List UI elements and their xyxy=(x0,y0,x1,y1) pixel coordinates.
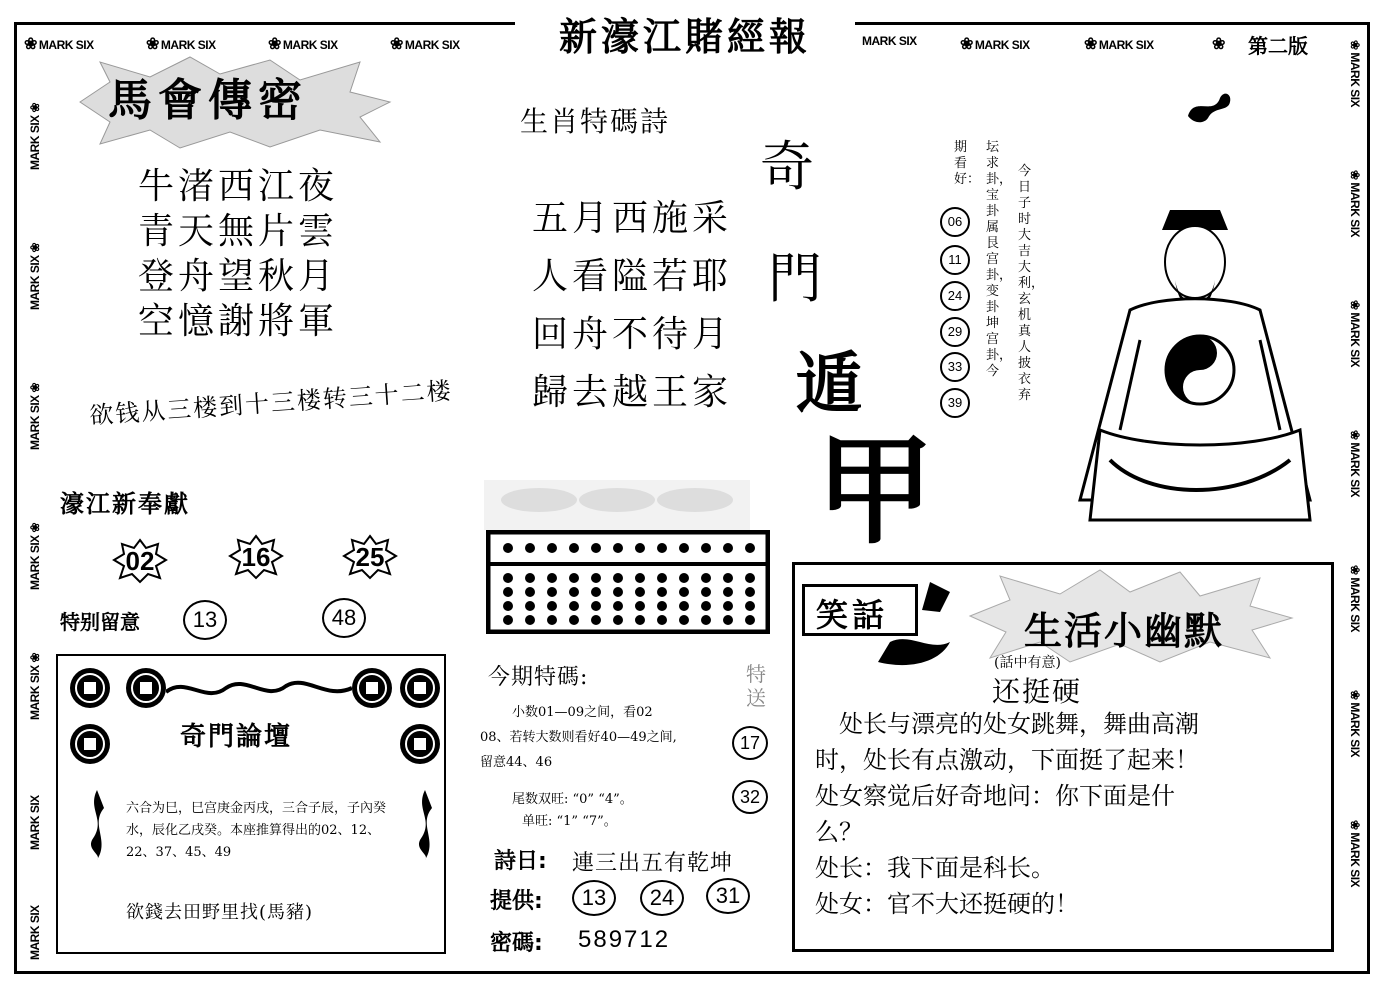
single-line: 单旺: “1” “7”。 xyxy=(522,814,617,829)
provide-label: 提供: xyxy=(490,889,543,914)
coin-icon xyxy=(400,668,440,708)
big-char: 奇 xyxy=(760,135,814,198)
forum-footer: 欲錢去田野里找(馬豬) xyxy=(126,902,314,923)
joke-line: 处女：官不大还挺硬的！ xyxy=(815,890,1079,918)
brand-mark: ❀ MARK SIX xyxy=(24,36,94,53)
brush-stroke-icon xyxy=(870,582,960,672)
this-issue-label: 今期特碼: xyxy=(488,665,589,690)
provide-number: 24 xyxy=(640,880,684,916)
brand-mark: ❀ MARK SIX xyxy=(1348,300,1362,368)
brand-mark: MARK SIX xyxy=(862,34,917,48)
sage-illustration xyxy=(1070,200,1320,540)
code-label: 密碼: xyxy=(490,931,543,956)
flame-icon xyxy=(82,790,112,860)
pick-number: 25 xyxy=(342,534,398,580)
coin-icon xyxy=(126,668,166,708)
coin-icon xyxy=(352,668,392,708)
issue-line: 小数01—09之间，看02 xyxy=(512,705,653,720)
brand-mark: ❀ MARK SIX xyxy=(1348,170,1362,238)
forum-text: 六合为巳，巳宫庚金丙戌，三合子辰，子內癸水，辰化乙戌癸。本座推算得出的02、12、22、37、45、49 xyxy=(126,801,387,860)
brand-mark: ❀ MARK SIX xyxy=(1348,40,1362,108)
big-char: 甲 xyxy=(816,421,935,560)
coin-icon xyxy=(70,724,110,764)
dragon-rope-icon xyxy=(166,674,352,704)
poem-line: 人看隘若耶 xyxy=(532,256,733,297)
issue-pick: 17 xyxy=(732,726,768,760)
poem-line: 牛渚西江夜 xyxy=(138,166,339,207)
brand-mark: ❀ MARK SIX xyxy=(1348,690,1362,758)
brand-mark: ❀ xyxy=(1212,36,1225,53)
masthead-title: 新濠江賭經報 xyxy=(515,12,855,62)
brand-mark: ❀ MARK SIX xyxy=(960,36,1030,53)
brand-mark: ❀ MARK SIX xyxy=(1348,565,1362,633)
joke-tag: 笑話 xyxy=(816,596,889,634)
abacus-image xyxy=(486,530,770,634)
brand-mark: ❀ MARK SIX xyxy=(146,36,216,53)
brand-mark: ❀ MARK SIX xyxy=(1348,820,1362,888)
brand-mark: MARK SIX ❀ xyxy=(28,382,42,450)
forum-title: 奇門論壇 xyxy=(180,722,293,752)
center-poem xyxy=(532,190,732,422)
coin-icon xyxy=(400,724,440,764)
lucky-number: 24 xyxy=(940,281,970,311)
tail-line: 尾数双旺: “0” “4”。 xyxy=(512,792,633,807)
brand-mark: ❀ MARK SIX xyxy=(1348,430,1362,498)
special-send-label: 特送 xyxy=(746,662,766,710)
lucky-number: 11 xyxy=(940,245,970,275)
big-char: 門 xyxy=(768,247,822,310)
brand-mark: ❀ MARK SIX xyxy=(268,36,338,53)
joke-subtitle: (話中有意) xyxy=(994,655,1061,671)
flame-icon xyxy=(410,790,440,860)
coin-icon xyxy=(70,668,110,708)
vertical-text-column: 坛求卦，宝卦属艮宫卦，变卦坤宫卦，今 xyxy=(986,140,1013,379)
special-number: 13 xyxy=(183,600,227,640)
brand-mark: ❀ MARK SIX xyxy=(390,36,460,53)
left-poem xyxy=(138,164,338,344)
vertical-text-column: 期看好： xyxy=(954,140,981,187)
joke-title: 生活小幽默 xyxy=(1024,609,1225,653)
joke-line: 处长：我下面是科长。 xyxy=(815,854,1055,882)
pick-number: 16 xyxy=(228,534,284,580)
edition-label: 第二版 xyxy=(1248,34,1308,58)
special-number: 48 xyxy=(322,598,366,638)
vertical-text-column: 今日子时大吉大利，玄机真人披衣弃 xyxy=(1018,164,1045,403)
code-value: 589712 xyxy=(578,926,671,953)
brand-mark: MARK SIX ❀ xyxy=(28,652,42,720)
secret-title: 馬會傳密 xyxy=(108,75,308,126)
new-mascot-title: 濠江新奉獻 xyxy=(60,489,190,518)
big-char: 遁 xyxy=(796,344,862,422)
brand-mark: MARK SIX xyxy=(28,795,42,850)
zodiac-title: 生肖特碼詩 xyxy=(520,105,671,138)
poem-line: 登舟望秋月 xyxy=(138,256,339,297)
joke-text xyxy=(815,706,1315,922)
lucky-number: 29 xyxy=(940,317,970,347)
poem-line: 歸去越王家 xyxy=(532,372,733,413)
provide-number: 31 xyxy=(706,878,750,914)
brand-mark: MARK SIX ❀ xyxy=(28,242,42,310)
issue-line: 08、若转大数则看好40—49之间, xyxy=(480,730,677,745)
joke-heading: 还挺硬 xyxy=(992,675,1083,708)
pick-number: 02 xyxy=(112,538,168,584)
cups-image xyxy=(484,480,750,530)
issue-pick: 32 xyxy=(732,780,768,814)
lucky-number: 33 xyxy=(940,352,970,382)
poem-line: 回舟不待月 xyxy=(532,314,733,355)
joke-line: 么？ xyxy=(815,818,863,846)
poem-text: 連三出五有乾坤 xyxy=(572,851,734,876)
lucky-number: 39 xyxy=(940,388,970,418)
poem-label: 詩日: xyxy=(494,849,547,874)
provide-number: 13 xyxy=(572,880,616,916)
this-issue-text xyxy=(480,700,734,775)
vertical-note: 欲钱从三楼到十三楼转三十二楼 xyxy=(88,376,454,430)
issue-line: 留意44、46 xyxy=(480,755,553,770)
poem-line: 空憶謝將軍 xyxy=(138,301,339,342)
joke-line: 时，处长有点激动，下面挺了起来！ xyxy=(815,746,1199,774)
brand-mark: MARK SIX ❀ xyxy=(28,522,42,590)
brand-mark: ❀ MARK SIX xyxy=(1084,36,1154,53)
special-label: 特别留意 xyxy=(60,610,140,634)
poem-line: 五月西施采 xyxy=(532,198,733,239)
brand-mark: MARK SIX xyxy=(28,905,42,960)
lucky-number: 06 xyxy=(940,207,970,237)
dragon-icon xyxy=(1184,86,1236,126)
poem-line: 青天無片雲 xyxy=(138,211,339,252)
joke-line: 处长与漂亮的处女跳舞，舞曲高潮 xyxy=(815,710,1199,738)
brand-mark: MARK SIX ❀ xyxy=(28,102,42,170)
joke-line: 处女察觉后好奇地问：你下面是什 xyxy=(815,782,1175,810)
